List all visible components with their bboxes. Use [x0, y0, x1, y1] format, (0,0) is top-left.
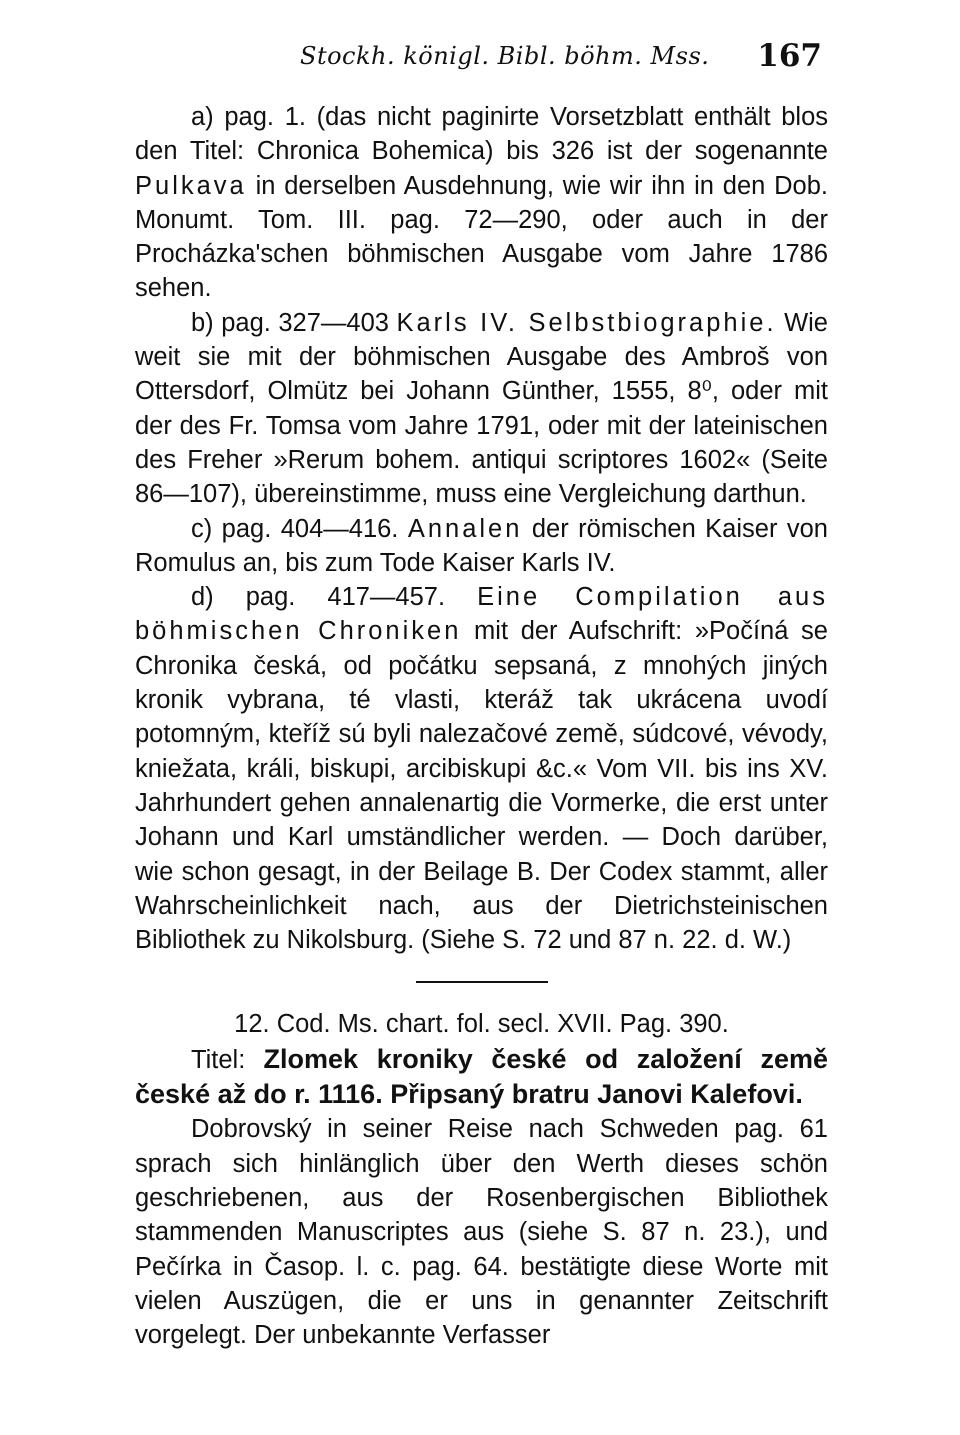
entry-12-title-label: Titel: [191, 1045, 246, 1074]
paragraph-d [135, 580, 828, 957]
paragraph-d-text: mit der Aufschrift: »Počíná se Chronika česká, od počátku sepsaná, z mnohých jiných kronik vybrana, té vlasti, kteráž tak ukrácena uvodí potomným, kteříž sú byli nalezačové země, súdcové, vévody, kniežata, králi, biskupi, arcibiskupi &c.« Vom VII. bis ins XV. Jahrhundert gehen annalenartig die Vormerke, die erst unter Johann und Karl umständlicher werden. — Doch darüber, wie schon gesagt, in der Beilage B. Der Codex stammt, aller Wahrscheinlichkeit nach, aus der Dietrichsteinischen Bibliothek zu Nikolsburg. (Siehe S. 72 und 87 n. 22. d. W.) [135, 617, 828, 955]
paragraph-a-text2: in derselben Ausdehnung, wie wir ihn in den Dob. Monumt. Tom. III. pag. 72—290, oder auch in der Procházka'schen böhmischen Ausgabe vom Jahre 1786 sehen. [135, 171, 828, 303]
paragraph-c-text: der römischen Kaiser von Romulus an, bis zum Tode Kaiser Karls IV. [135, 514, 828, 577]
paragraph-a [135, 100, 828, 306]
entry-12-heading: 12. Cod. Ms. chart. fol. secl. XVII. Pag. 390. [234, 1010, 729, 1039]
paragraph-b-label: b) pag. 327—403 [191, 308, 389, 337]
body-text [135, 100, 828, 1352]
entry-12-text: Dobrovský in seiner Reise nach Schweden pag. 61 sprach sich hinlänglich über den Werth dieses schön geschriebenen, aus der Rosenbergischen Bibliothek stammenden Manuscriptes aus (siehe S. 87 n. 23.), und Pečírka in Časop. l. c. pag. 64. bestätigte diese Worte mit vielen Auszügen, die er uns in genannter Zeitschrift vorgelegt. Der unbekannte Verfasser [135, 1115, 828, 1350]
entry-12-czech-title: Zlomek kroniky české od založení země české až do r. 1116. Připsaný bratru Janovi Kalefovi. [135, 1043, 828, 1110]
paragraph-d-label: d) pag. 417—457. [191, 583, 446, 612]
paragraph-a-name: Pulkava [135, 171, 247, 200]
paragraph-c-label: c) pag. 404—416. [191, 514, 399, 543]
page-header [0, 38, 960, 82]
paragraph-b [135, 306, 828, 512]
paragraph-d-title: Eine Compilation aus böhmischen Chroniken [135, 583, 828, 646]
paragraph-b-text: Wie weit sie mit der böhmischen Ausgabe des Ambroš von Ottersdorf, Olmütz bei Johann Günther, 1555, 8⁰, oder mit der des Fr. Tomsa vom Jahre 1791, oder mit der lateinischen des Freher »Rerum bohem. antiqui scriptores 1602« (Seite 86—107), übereinstimme, muss eine Vergleichung darthun. [135, 308, 828, 509]
entry-12-title [135, 1042, 828, 1113]
paragraph-a-label: a) pag. 1. [191, 103, 306, 131]
running-head: Stockh. königl. Bibl. böhm. Mss. [300, 42, 710, 70]
paragraph-a-text: (das nicht paginirte Vorsetzblatt enthält blos den Titel: Chronica Bohemica) bis 326 ist der sogenannte [135, 103, 828, 166]
page-number: 167 [757, 38, 822, 74]
paragraph-b-title: Karls IV. Selbstbiographie. [396, 308, 777, 337]
paragraph-c [135, 512, 828, 581]
paragraph-c-title: Annalen [407, 514, 523, 543]
section-divider [416, 981, 548, 983]
